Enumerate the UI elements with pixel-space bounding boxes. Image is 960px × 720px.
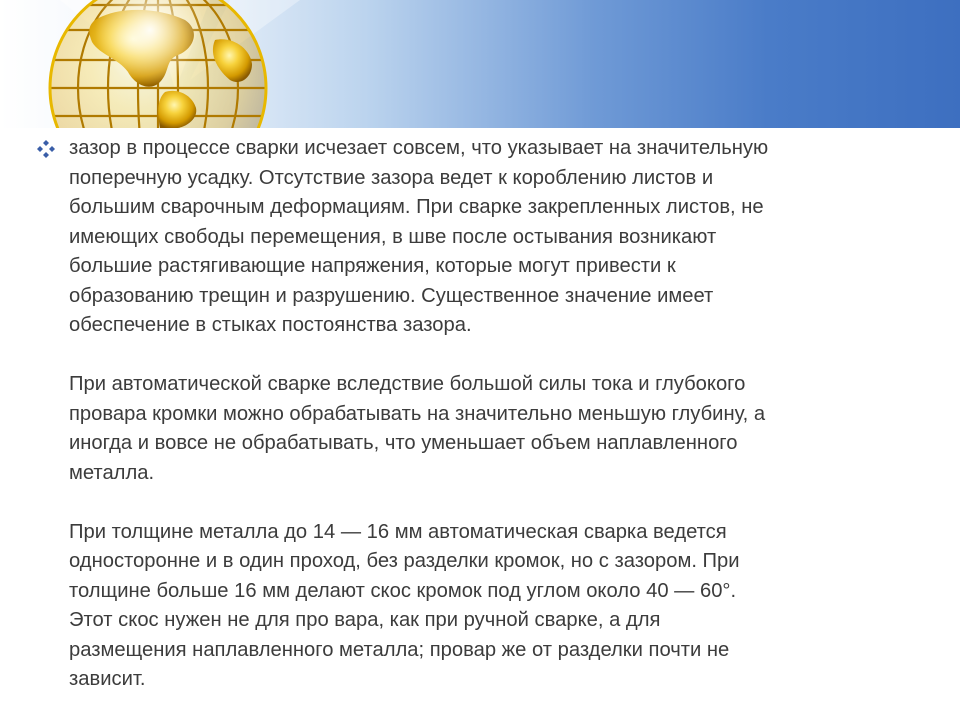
text-line: обеспечение в стыках постоянства зазора. bbox=[69, 314, 472, 336]
text-line: односторонне и в один проход, без разделки кромок, но с зазором. При bbox=[69, 550, 740, 572]
text-line: имеющих свободы перемещения, в шве после остывания возникают bbox=[69, 225, 717, 248]
text-line: большим сварочным деформациям. При сварке закрепленных листов, не bbox=[69, 196, 764, 218]
text-line: иногда и вовсе не обрабатывать, что уменьшает объем наплавленного bbox=[69, 432, 738, 454]
text-line: провара кромки можно обрабатывать на значительно меньшую глубину, а bbox=[69, 402, 766, 425]
text-line: толщине больше 16 мм делают скос кромок под углом около 40 — 60°. bbox=[69, 579, 737, 602]
text-line: поперечную усадку. Отсутствие зазора ведет к короблению листов и bbox=[69, 166, 714, 189]
text-line: большие растягивающие напряжения, которые могут привести к bbox=[69, 255, 676, 277]
header-banner bbox=[0, 0, 960, 128]
golden-globe-icon bbox=[0, 0, 960, 128]
text-line: При толщине металла до 14 — 16 мм автоматическая сварка ведется bbox=[69, 520, 727, 543]
body-text bbox=[69, 134, 899, 695]
text-line: При автоматической сварке вследствие большой силы тока и глубокого bbox=[69, 373, 746, 395]
text-line: образованию трещин и разрушению. Существенное значение имеет bbox=[69, 284, 714, 307]
paragraph-gap-shrinkage bbox=[69, 134, 899, 341]
diamond-bullet-icon bbox=[35, 138, 57, 160]
text-line: зависит. bbox=[69, 668, 146, 690]
text-line: размещения наплавленного металла; провар же от разделки почти не bbox=[69, 638, 730, 661]
paragraph-automatic-welding bbox=[69, 370, 899, 488]
text-line: зазор в процессе сварки исчезает совсем, что указывает на значительную bbox=[69, 137, 769, 159]
text-line: Этот скос нужен не для про вара, как при ручной сварке, а для bbox=[69, 609, 661, 631]
text-line: металла. bbox=[69, 461, 155, 484]
paragraph-metal-thickness bbox=[69, 518, 899, 695]
